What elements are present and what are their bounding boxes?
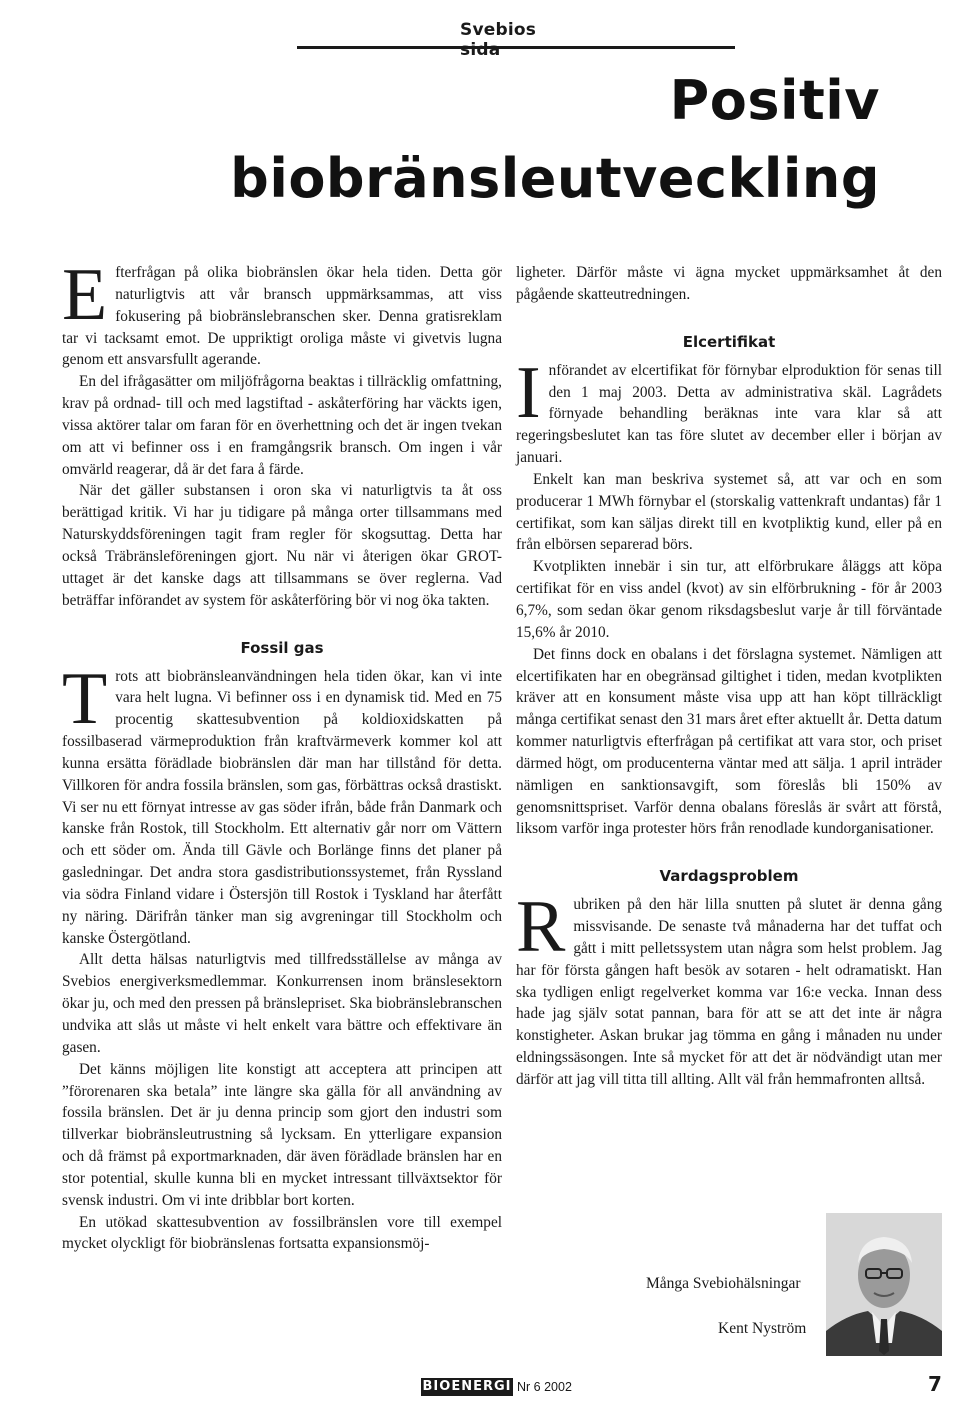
signature-name: Kent Nyström [718, 1320, 807, 1337]
intro-paragraph [62, 254, 502, 371]
body-paragraph: Kvotplikten innebär i sin tur, att elförbrukare åläggs att köpa certifikat för en viss andel (kvot) av sin elförbrukning - för år 2003 6,7%, som sedan ökar genom riksdagsbeslut varje år till förväntade 15,6% år 2010. [516, 558, 942, 641]
dropcap: I [516, 351, 541, 434]
headline-line-2: biobränsleutveckling [230, 147, 880, 210]
body-paragraph: Det känns möjligen lite konstigt att acceptera att principen att ”förorenaren ska betala” inte längre ska gälla för all användning av fossila bränslen. Det är ju denna princip som gjort den industri som tillverkar biobränsleutrustning så lycksam. En ytterligare expansion och då främst på exportmarknaden, där även förädlade bränslen har en stor potential, skulle kunna bli en mycket intressant tillväxtsektor för svensk industri. Om vi inte dribblar bort korten. [62, 1060, 502, 1209]
page-number: 7 [928, 1372, 942, 1396]
body-paragraph: Enkelt kan man beskriva systemet så, att var och en som producerar 1 MWh förnybar el (storskalig vattenkraft undantas) får 1 certifikat, som kan säljas direkt till en kvotpliktig kund, eller på en från elbörsen separerad börs. [516, 470, 942, 554]
headline-line-1: Positiv [669, 69, 880, 132]
magazine-logo: BIOENERGI [422, 1379, 512, 1394]
body-paragraph: En del ifrågasätter om miljöfrågorna beaktas i tillräcklig omfattning, krav på ordnad- till och med lagstiftad - askåterföring har väckts igen, vissa aktörer talar om faran för en överhettning och det är ingen tvekan om att vi befinner oss i en framgångsrik bransch. Om ingen i vår omvärld reagerar, då är det fara å färde. [62, 373, 502, 478]
elcert-paragraph [516, 351, 942, 469]
section-label: Svebios sida [460, 20, 537, 60]
fossil-paragraph [62, 657, 502, 950]
subheading-elcertifikat: Elcertifikat [682, 332, 776, 351]
continued-paragraph: ligheter. Därför måste vi ägna mycket uppmärksamhet åt den pågående skatteutredningen. [516, 264, 942, 303]
body-paragraph: Allt detta hälsas naturligtvis med tillfredsställelse av många av Svebios energiverksmedlemmar. Konkurrensen inom bränslesektorn ökar ju, och med den pressen på bränslepriset. Ska biobränslebranschen undvika att slås ut måste vi helt enkelt vara bättre och effektivare än gasen. [62, 951, 502, 1056]
subheading-fossil-gas: Fossil gas [240, 638, 324, 657]
dropcap: T [62, 657, 108, 740]
headline [140, 62, 880, 218]
body-paragraph: En utökad skattesubvention av fossilbränslen vore till exempel mycket olyckligt för biobränslenas fortsatta expansionsmöj- [62, 1213, 502, 1253]
intro-text: fterfrågan på olika biobränslen ökar hela tiden. Detta gör naturligtvis att vår bransch uppmärksammas, att viss fokusering på biobränslebranschen sker. Denna gratisreklam tar vi tacksamt emot. De uppriktigt oroliga måste vi givetvis lugna genom ett ansvarsfullt agerande. [62, 264, 502, 369]
subheading-vardagsproblem: Vardagsproblem [659, 867, 799, 886]
author-photo [826, 1213, 942, 1356]
issue-label: Nr 6 2002 [517, 1380, 572, 1394]
fossil-text: rots att biobränsleanvändningen hela tiden ökar, kan vi inte vara helt lugna. Vi befinner oss i en dynamisk tid. Med en 75 procentig skattesubvention på koldioxidskatten på fossilbaserad värmeproduktion från kraftvärmeverk kommer kol att kunna ersätta förädlade biobränslen där man har tillstånd för detta. Villkoren för andra fossila bränslen, som gas, förbättras också drastiskt. Vi ser nu ett förnyat intresse av gas söder ifrån, både från Danmark och kanske från Rostok, till Stockholm. Ett alternativ går norr om Vättern och ett söder om. Ända till Gävle och Borlänge finns det planer på gasledningar. Det andra stora gasdistributionssystemet, från Ryssland via södra Finland vidare i Östersjön till Rostok i Tyskland har återfått ny näring. Därifrån tänker man sig avgreningar till Stockholm och kanske Östergötland. [62, 667, 502, 947]
elcert-text: nförandet av elcertifikat för förnybar elproduktion för senas till den 1 maj 2003. Detta av administrativa skäl. Lagrådets förnyade behandling beräknas inte vara klar så att regeringsbeslutet kan tas före slutet av december eller i början av januari. [516, 361, 942, 467]
portrait-illustration [826, 1213, 942, 1356]
body-paragraph: När det gäller substansen i oron ska vi naturligtvis ta åt oss berättigad kritik. Vi har ju tidigare på många orter tillsammans med Naturskyddsföreningen tagit fram regler för skogsuttag. Detta har också Träbränsleföreningen gjort. Nu när vi återigen ökar GROT- uttaget är det kanske dags att tillsammans se över reglerna. Vad beträffar införandet av system för askåterföring bör vi nog öka takten. [62, 482, 502, 609]
dropcap: E [62, 254, 108, 336]
dropcap: R [516, 886, 566, 969]
right-column [516, 262, 942, 1091]
left-column [62, 254, 502, 1255]
vardag-paragraph [516, 886, 942, 1091]
body-paragraph: Det finns dock en obalans i det förslagna systemet. Nämligen att elcertifikaten har en obegränsad giltighet i tiden, medan kvotplikten kräver att en konsument måste visa upp att han köpt tillräckligt många certifikat senast den 31 mars året efter aktuellt år. Detta datum kommer naturligtvis efterfrågan på certifikat att vara stor, och priset därmed högt, om producenterna väntar med att sälja. 1 april inträder nämligen en sanktionsavgift, som föreslås bli 150% av genomsnittspriset. Varför denna obalans föreslås är svårt att förstå, liksom varför inga protester hörs från renodlade kundorganisationer. [516, 645, 942, 838]
signature-greeting: Många Svebiohälsningar [646, 1275, 801, 1292]
vardag-text: ubriken på den här lilla snutten på slutet är denna gång missvisande. De senaste två månaderna har det tuffat och gått i mitt pelletssystem utan några som helst problem. Jag har för första gången haft besök av sotaren - helt odramatiskt. Han ska tydligen enligt regelverket komma var 16:e vecka. Innan dess hade jag själv sotat pannan, bara för att se att det inte är några konstigheter. Askan brukar jag tömma en gång i månaden nu under eldningssäsongen. Inte så mycket för att det är nödvändigt utan mer därför att jag vill titta till allting. Allt väl från hemmafronten alltså. [516, 896, 942, 1088]
